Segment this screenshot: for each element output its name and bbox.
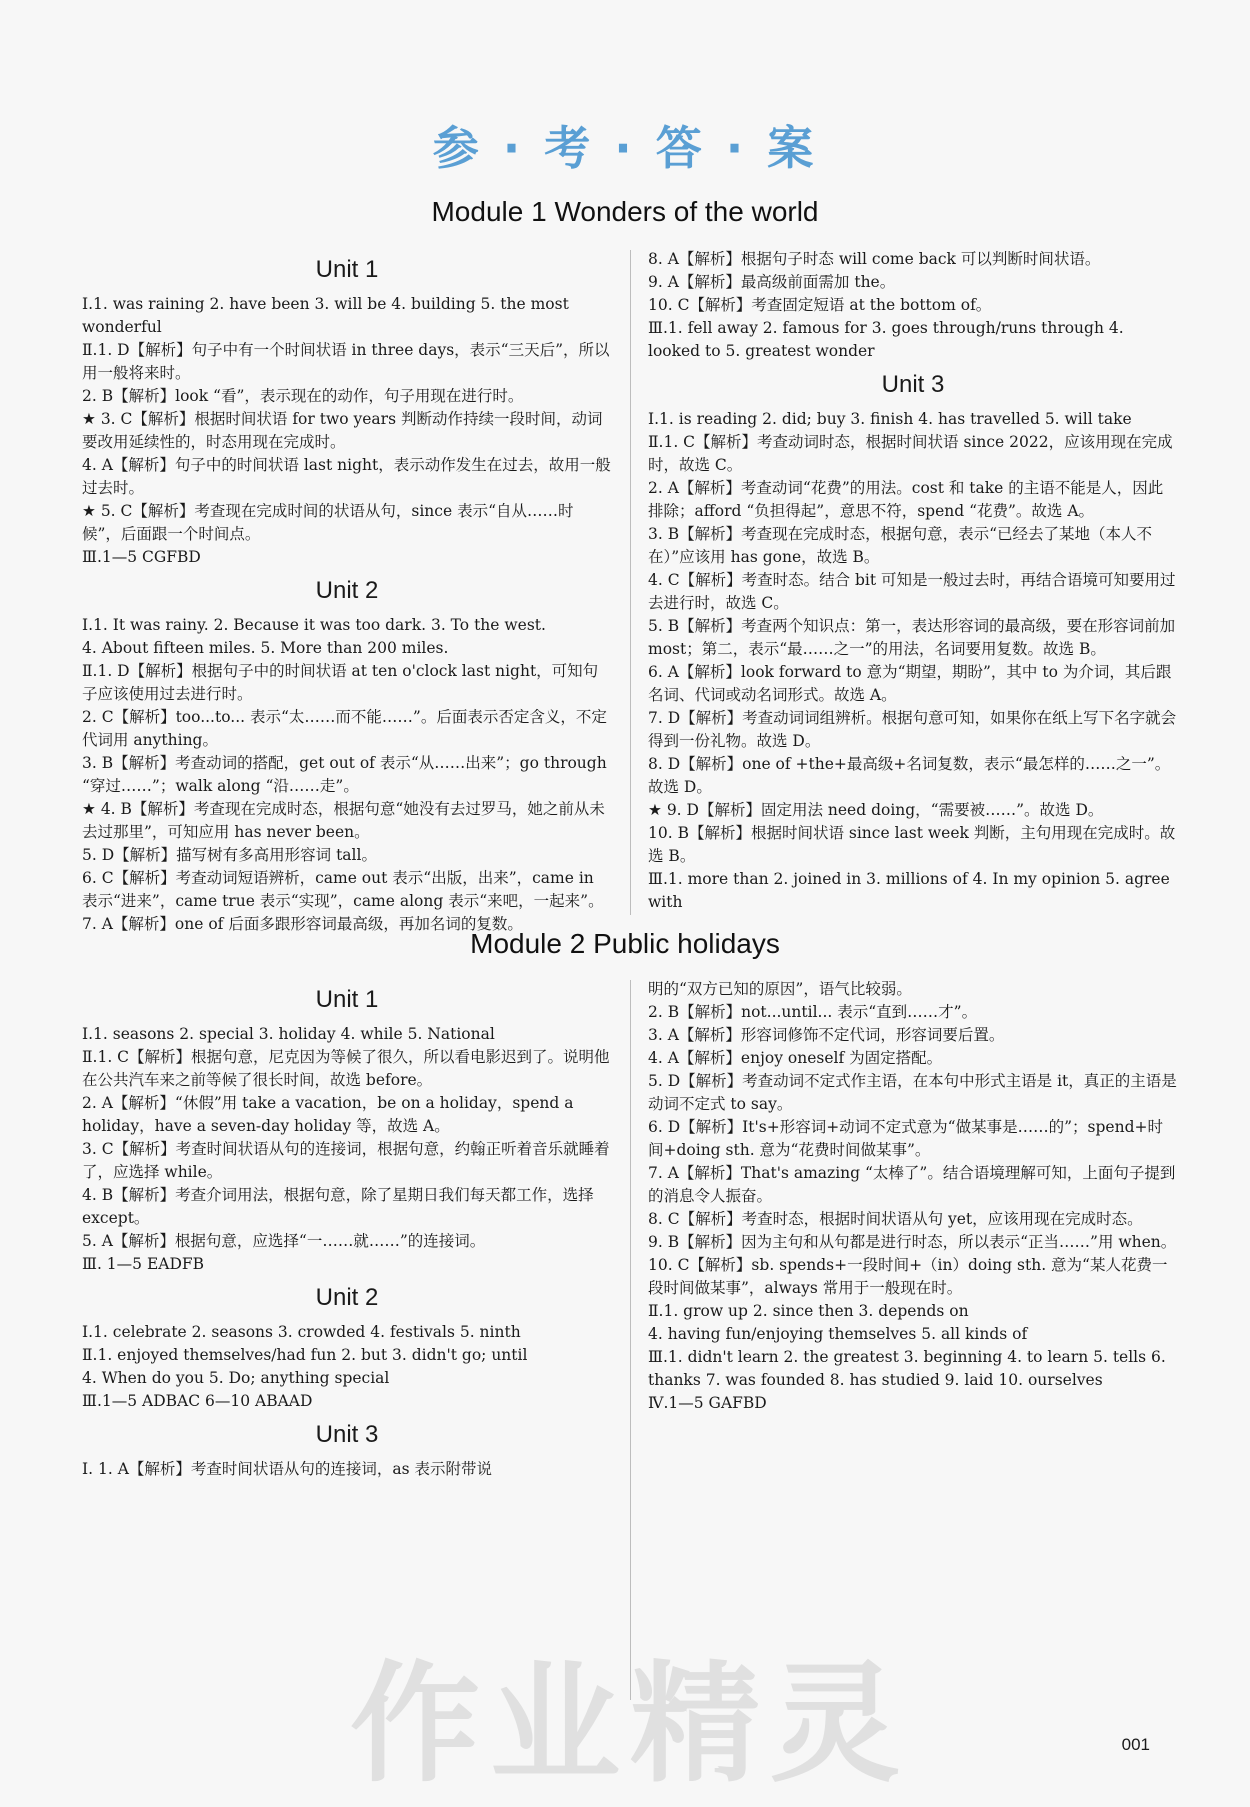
answer-line: Ⅰ.1. was raining 2. have been 3. will be 4. building 5. the most wonderful bbox=[82, 295, 569, 336]
answer-line: 9. B【解析】因为主句和从句都是进行时态，所以表示“正当……”用 when。 bbox=[648, 1233, 1177, 1251]
answer-line: Ⅱ.1. C【解析】考查动词时态，根据时间状语 since 2022，应该用现在完成时，故选 C。 bbox=[648, 433, 1173, 474]
answer-line: 5. B【解析】考查两个知识点：第一，表达形容词的最高级，要在形容词前加 most；第二，表示“最……之一”的用法，名词要用复数。故选 B。 bbox=[648, 617, 1176, 658]
module-2-title: Module 2 Public holidays bbox=[470, 928, 780, 959]
answer-line: Ⅰ.1. is reading 2. did; buy 3. finish 4. has travelled 5. will take bbox=[648, 410, 1132, 428]
answer-line: 2. A【解析】“休假”用 take a vacation，be on a holiday，spend a holiday，have a seven-day holiday 等，故选 A。 bbox=[82, 1094, 574, 1135]
answer-line: 4. C【解析】考查时态。结合 bit 可知是一般过去时，再结合语境可知要用过去进行时，故选 C。 bbox=[648, 571, 1176, 612]
module-1-right-column bbox=[648, 248, 1178, 914]
page-title: 参 · 考 · 答 · 案 bbox=[432, 121, 818, 175]
answer-line: Ⅱ.1. D【解析】句子中有一个时间状语 in three days，表示“三天后”，所以用一般将来时。 bbox=[82, 341, 610, 382]
answer-line: Ⅱ.1. C【解析】根据句意，尼克因为等候了很久，所以看电影迟到了。说明他在公共汽车来之前等候了很长时间，故选 before。 bbox=[82, 1048, 610, 1089]
unit-heading: Unit 1 bbox=[315, 256, 379, 283]
module-1-left-column bbox=[82, 248, 612, 936]
answer-line: Ⅰ.1. It was rainy. 2. Because it was too dark. 3. To the west. bbox=[82, 616, 546, 634]
answer-line: Ⅲ. 1—5 EADFB bbox=[82, 1255, 205, 1273]
page-number: 001 bbox=[1121, 1735, 1150, 1754]
answer-line: Ⅱ.1. grow up 2. since then 3. depends on bbox=[648, 1302, 969, 1320]
column-divider bbox=[630, 250, 631, 915]
unit-heading: Unit 2 bbox=[315, 577, 379, 604]
answer-line: 8. D【解析】one of +the+最高级+名词复数，表示“最怎样的……之一”。故选 D。 bbox=[648, 755, 1171, 796]
unit-heading: Unit 3 bbox=[315, 1421, 379, 1448]
answer-line: 2. B【解析】not...until... 表示“直到……才”。 bbox=[648, 1003, 978, 1021]
answer-line: 8. A【解析】根据句子时态 will come back 可以判断时间状语。 bbox=[648, 250, 1101, 268]
answer-line: 6. A【解析】look forward to 意为“期望，期盼”，其中 to 为介词，其后跟名词、代词或动名词形式。故选 A。 bbox=[648, 663, 1172, 704]
answer-line: 10. B【解析】根据时间状语 since last week 判断，主句用现在完成时。故选 B。 bbox=[648, 824, 1176, 865]
unit-heading: Unit 2 bbox=[315, 1284, 379, 1311]
answer-line: Ⅲ.1. more than 2. joined in 3. millions of 4. In my opinion 5. agree with bbox=[648, 870, 1170, 911]
answer-line: Ⅱ.1. enjoyed themselves/had fun 2. but 3. didn't go; until bbox=[82, 1346, 528, 1364]
answer-line: Ⅲ.1—5 ADBAC 6—10 ABAAD bbox=[82, 1392, 313, 1410]
answer-line: ★ 9. D【解析】固定用法 need doing，“需要被……”。故选 D。 bbox=[648, 801, 1104, 819]
answer-line: 8. C【解析】考查时态，根据时间状语从句 yet，应该用现在完成时态。 bbox=[648, 1210, 1143, 1228]
answer-line: 4. B【解析】考查介词用法，根据句意，除了星期日我们每天都工作，选择 except。 bbox=[82, 1186, 594, 1227]
answer-line: 4. About fifteen miles. 5. More than 200 miles. bbox=[82, 639, 449, 657]
answer-line: 5. D【解析】考查动词不定式作主语，在本句中形式主语是 it，真正的主语是动词不定式 to say。 bbox=[648, 1072, 1177, 1113]
answer-line: 4. A【解析】句子中的时间状语 last night，表示动作发生在过去，故用一般过去时。 bbox=[82, 456, 611, 497]
watermark: 作业精灵 bbox=[350, 1648, 911, 1800]
answer-line: 7. A【解析】one of 后面多跟形容词最高级，再加名词的复数。 bbox=[82, 915, 523, 933]
answer-line: 7. A【解析】That's amazing “太棒了”。结合语境理解可知，上面句子提到的消息令人振奋。 bbox=[648, 1164, 1176, 1205]
answer-line: 2. B【解析】look “看”，表示现在的动作，句子用现在进行时。 bbox=[82, 387, 524, 405]
answer-line: 5. A【解析】根据句意，应选择“一……就……”的连接词。 bbox=[82, 1232, 486, 1250]
unit-heading: Unit 3 bbox=[881, 371, 945, 398]
answer-line: 7. D【解析】考查动词词组辨析。根据句意可知，如果你在纸上写下名字就会得到一份礼物。故选 D。 bbox=[648, 709, 1177, 750]
unit-heading: Unit 1 bbox=[315, 986, 379, 1013]
answer-line: 6. D【解析】It's+形容词+动词不定式意为“做某事是……的”；spend+时间+doing sth. 意为“花费时间做某事”。 bbox=[648, 1118, 1163, 1159]
column-divider bbox=[630, 980, 631, 1700]
answer-line: 3. B【解析】考查动词的搭配，get out of 表示“从……出来”；go through “穿过……”；walk along “沿……走”。 bbox=[82, 754, 607, 795]
answer-line: 4. having fun/enjoying themselves 5. all kinds of bbox=[648, 1325, 1028, 1343]
answer-line: 6. C【解析】考查动词短语辨析，came out 表示“出版，出来”，came in 表示“进来”，came true 表示“实现”，came along 表示“来吧，一起来”。 bbox=[82, 869, 604, 910]
answer-line: ★ 4. B【解析】考查现在完成时态，根据句意“她没有去过罗马，她之前从未去过那里”，可知应用 has never been。 bbox=[82, 800, 605, 841]
answer-line: Ⅰ. 1. A【解析】考查时间状语从句的连接词，as 表示附带说 bbox=[82, 1460, 493, 1478]
answer-line: 2. A【解析】考查动词“花费”的用法。cost 和 take 的主语不能是人，因此排除；afford “负担得起”，意思不符，spend “花费”。故选 A。 bbox=[648, 479, 1164, 520]
answer-line: Ⅲ.1. fell away 2. famous for 3. goes through/runs through 4. looked to 5. greatest wonder bbox=[648, 319, 1124, 360]
module-2-right-column bbox=[648, 978, 1178, 1415]
module-1-title: Module 1 Wonders of the world bbox=[431, 196, 819, 227]
answer-line: 明的“双方已知的原因”，语气比较弱。 bbox=[648, 980, 912, 998]
answer-line: Ⅱ.1. D【解析】根据句子中的时间状语 at ten o'clock last night，可知句子应该使用过去进行时。 bbox=[82, 662, 599, 703]
answer-line: 3. A【解析】形容词修饰不定代词，形容词要后置。 bbox=[648, 1026, 1005, 1044]
answer-line: 4. When do you 5. Do; anything special bbox=[82, 1369, 390, 1387]
answer-line: 10. C【解析】sb. spends+一段时间+（in）doing sth. 意为“某人花费一段时间做某事”，always 常用于一般现在时。 bbox=[648, 1256, 1168, 1297]
answer-line: 10. C【解析】考查固定短语 at the bottom of。 bbox=[648, 296, 992, 314]
answer-line: Ⅲ.1. didn't learn 2. the greatest 3. beginning 4. to learn 5. tells 6. thanks 7. was founded 8. has studied 9. laid 10. ourselves bbox=[648, 1348, 1166, 1389]
module-2-left-column bbox=[82, 978, 612, 1481]
answer-line: Ⅳ.1—5 GAFBD bbox=[648, 1394, 767, 1412]
answer-line: Ⅲ.1—5 CGFBD bbox=[82, 548, 201, 566]
answer-line: ★ 3. C【解析】根据时间状语 for two years 判断动作持续一段时间，动词要改用延续性的，时态用现在完成时。 bbox=[82, 410, 603, 451]
answer-line: Ⅰ.1. celebrate 2. seasons 3. crowded 4. festivals 5. ninth bbox=[82, 1323, 521, 1341]
answer-line: 2. C【解析】too...to... 表示“太……而不能……”。后面表示否定含义，不定代词用 anything。 bbox=[82, 708, 607, 749]
answer-line: 5. D【解析】描写树有多高用形容词 tall。 bbox=[82, 846, 377, 864]
answer-line: ★ 5. C【解析】考查现在完成时间的状语从句，since 表示“自从……时候”，后面跟一个时间点。 bbox=[82, 502, 574, 543]
answer-line: 3. B【解析】考查现在完成时态，根据句意，表示“已经去了某地（本人不在）”应该用 has gone，故选 B。 bbox=[648, 525, 1153, 566]
answer-line: Ⅰ.1. seasons 2. special 3. holiday 4. while 5. National bbox=[82, 1025, 495, 1043]
answer-line: 4. A【解析】enjoy oneself 为固定搭配。 bbox=[648, 1049, 943, 1067]
answer-line: 3. C【解析】考查时间状语从句的连接词，根据句意，约翰正听着音乐就睡着了，应选择 while。 bbox=[82, 1140, 610, 1181]
answer-line: 9. A【解析】最高级前面需加 the。 bbox=[648, 273, 896, 291]
